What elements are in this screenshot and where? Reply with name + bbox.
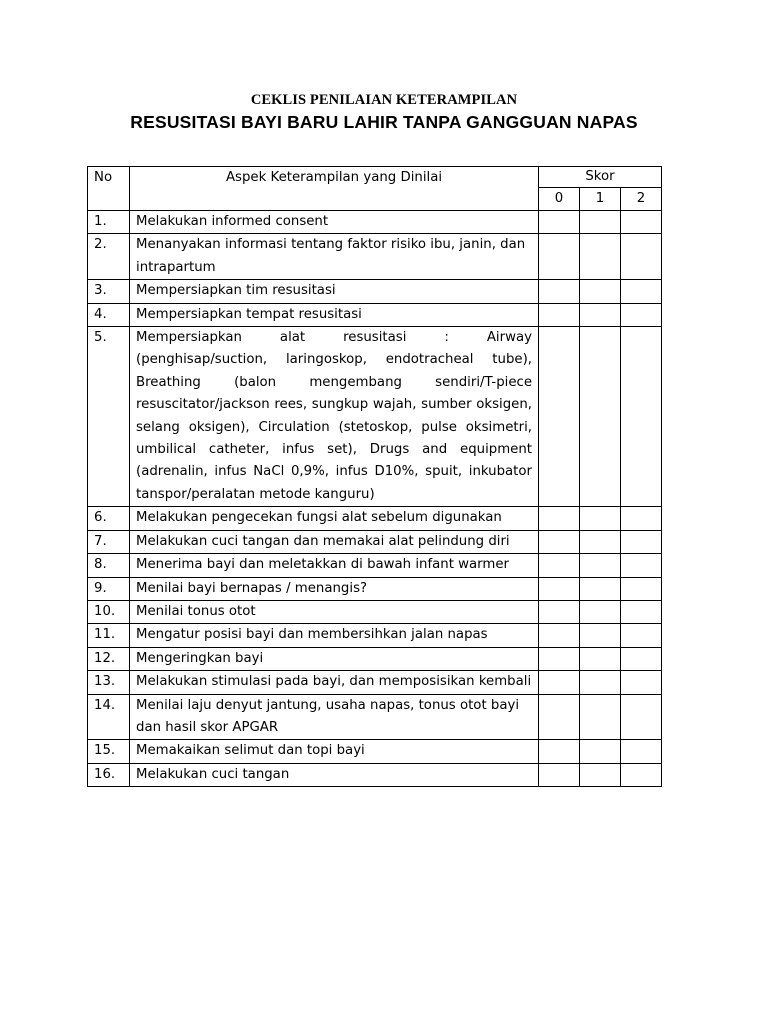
score-cell-2[interactable]	[621, 554, 662, 577]
row-number: 2.	[88, 234, 130, 280]
score-cell-2[interactable]	[621, 280, 662, 303]
score-cell-1[interactable]	[580, 694, 621, 740]
score-cell-0[interactable]	[539, 280, 580, 303]
table-row	[88, 763, 662, 786]
score-header-1: 1	[580, 188, 621, 211]
row-aspect: Mempersiapkan alat resusitasi : Airway (penghisap/suction, laringoskop, endotracheal tube), Breathing (balon mengembang sendiri/T-piece resuscitator/jackson rees, sungkup wajah, sumber oksigen, selang oksigen), Circulation (stetoskop, pulse oksimetri, umbilical catheter, infus set), Drugs and equipment (adrenalin, infus NaCl 0,9%, infus D10%, spuit, inkubator tanspor/peralatan metode kanguru)	[130, 327, 539, 507]
row-aspect: Mengatur posisi bayi dan membersihkan jalan napas	[130, 624, 539, 647]
score-cell-2[interactable]	[621, 530, 662, 553]
row-aspect: Melakukan pengecekan fungsi alat sebelum digunakan	[130, 507, 539, 530]
table-row	[88, 303, 662, 326]
score-cell-2[interactable]	[621, 507, 662, 530]
score-cell-2[interactable]	[621, 740, 662, 763]
table-row	[88, 327, 662, 507]
score-cell-1[interactable]	[580, 554, 621, 577]
table-row	[88, 740, 662, 763]
score-cell-2[interactable]	[621, 577, 662, 600]
row-number: 14.	[88, 694, 130, 740]
row-number: 3.	[88, 280, 130, 303]
row-number: 12.	[88, 647, 130, 670]
score-cell-0[interactable]	[539, 740, 580, 763]
score-cell-1[interactable]	[580, 507, 621, 530]
document-title: RESUSITASI BAYI BARU LAHIR TANPA GANGGUAN NAPAS	[130, 112, 638, 132]
score-cell-0[interactable]	[539, 211, 580, 234]
score-cell-0[interactable]	[539, 600, 580, 623]
score-header-0: 0	[539, 188, 580, 211]
row-aspect: Memakaikan selimut dan topi bayi	[130, 740, 539, 763]
score-cell-1[interactable]	[580, 763, 621, 786]
score-cell-0[interactable]	[539, 694, 580, 740]
score-cell-0[interactable]	[539, 234, 580, 280]
score-cell-2[interactable]	[621, 303, 662, 326]
score-cell-1[interactable]	[580, 234, 621, 280]
score-cell-0[interactable]	[539, 303, 580, 326]
score-cell-2[interactable]	[621, 647, 662, 670]
row-number: 1.	[88, 211, 130, 234]
row-number: 4.	[88, 303, 130, 326]
row-aspect: Mengeringkan bayi	[130, 647, 539, 670]
table-row	[88, 600, 662, 623]
score-cell-1[interactable]	[580, 211, 621, 234]
row-aspect: Menerima bayi dan meletakkan di bawah infant warmer	[130, 554, 539, 577]
score-cell-1[interactable]	[580, 530, 621, 553]
row-number: 11.	[88, 624, 130, 647]
document-subtitle: CEKLIS PENILAIAN KETERAMPILAN	[250, 92, 518, 108]
score-cell-2[interactable]	[621, 327, 662, 507]
row-aspect: Melakukan cuci tangan	[130, 763, 539, 786]
table-row	[88, 280, 662, 303]
row-aspect: Menanyakan informasi tentang faktor risiko ibu, janin, dan intrapartum	[130, 234, 539, 280]
table-row	[88, 234, 662, 280]
row-number: 15.	[88, 740, 130, 763]
row-number: 10.	[88, 600, 130, 623]
score-cell-1[interactable]	[580, 740, 621, 763]
column-header-skor: Skor	[539, 167, 662, 188]
row-number: 6.	[88, 507, 130, 530]
score-cell-0[interactable]	[539, 763, 580, 786]
score-cell-0[interactable]	[539, 554, 580, 577]
checklist-table	[87, 166, 662, 787]
score-cell-2[interactable]	[621, 763, 662, 786]
table-row	[88, 694, 662, 740]
score-cell-1[interactable]	[580, 327, 621, 507]
score-cell-1[interactable]	[580, 671, 621, 694]
table-row	[88, 577, 662, 600]
row-aspect: Melakukan informed consent	[130, 211, 539, 234]
row-aspect: Menilai bayi bernapas / menangis?	[130, 577, 539, 600]
score-cell-1[interactable]	[580, 600, 621, 623]
score-cell-1[interactable]	[580, 303, 621, 326]
row-aspect: Melakukan cuci tangan dan memakai alat pelindung diri	[130, 530, 539, 553]
table-row	[88, 530, 662, 553]
row-number: 8.	[88, 554, 130, 577]
score-cell-2[interactable]	[621, 671, 662, 694]
table-row	[88, 507, 662, 530]
row-number: 9.	[88, 577, 130, 600]
score-cell-2[interactable]	[621, 624, 662, 647]
score-cell-0[interactable]	[539, 327, 580, 507]
row-number: 13.	[88, 671, 130, 694]
score-cell-1[interactable]	[580, 647, 621, 670]
score-cell-0[interactable]	[539, 647, 580, 670]
score-cell-2[interactable]	[621, 211, 662, 234]
table-row	[88, 211, 662, 234]
score-header-2: 2	[621, 188, 662, 211]
score-cell-1[interactable]	[580, 577, 621, 600]
score-cell-2[interactable]	[621, 600, 662, 623]
row-aspect: Melakukan stimulasi pada bayi, dan memposisikan kembali	[130, 671, 539, 694]
table-body	[88, 211, 662, 787]
row-aspect: Mempersiapkan tempat resusitasi	[130, 303, 539, 326]
row-aspect: Menilai tonus otot	[130, 600, 539, 623]
column-header-aspect: Aspek Keterampilan yang Dinilai	[130, 167, 539, 211]
row-aspect: Mempersiapkan tim resusitasi	[130, 280, 539, 303]
table-row	[88, 554, 662, 577]
score-cell-0[interactable]	[539, 671, 580, 694]
score-cell-2[interactable]	[621, 234, 662, 280]
score-cell-1[interactable]	[580, 280, 621, 303]
row-number: 16.	[88, 763, 130, 786]
score-cell-1[interactable]	[580, 624, 621, 647]
score-cell-2[interactable]	[621, 694, 662, 740]
score-cell-0[interactable]	[539, 624, 580, 647]
table-row	[88, 647, 662, 670]
column-header-no: No	[88, 167, 130, 211]
score-cell-0[interactable]	[539, 577, 580, 600]
score-cell-0[interactable]	[539, 530, 580, 553]
score-cell-0[interactable]	[539, 507, 580, 530]
row-number: 5.	[88, 327, 130, 507]
table-header	[88, 167, 662, 211]
table-row	[88, 624, 662, 647]
row-aspect: Menilai laju denyut jantung, usaha napas, tonus otot bayi dan hasil skor APGAR	[130, 694, 539, 740]
table-row	[88, 671, 662, 694]
row-number: 7.	[88, 530, 130, 553]
